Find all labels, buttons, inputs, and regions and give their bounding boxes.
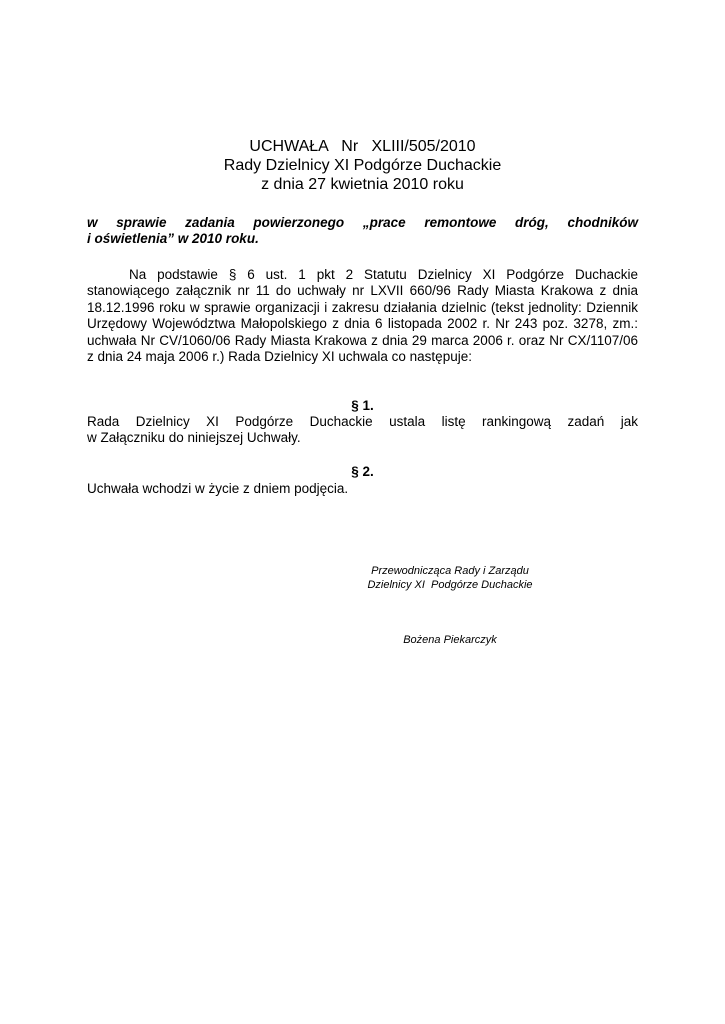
section-1-body bbox=[87, 414, 638, 447]
signature-role-line-2: Dzielnicy XI Podgórze Duchackie bbox=[367, 578, 533, 591]
council-name: Rady Dzielnicy XI Podgórze Duchackie bbox=[223, 157, 502, 174]
signature-role bbox=[330, 565, 570, 592]
subject-line-2: i oświetlenia” w 2010 roku. bbox=[87, 231, 259, 246]
resolution-title bbox=[0, 137, 725, 194]
subject-line-1: w sprawie zadania powierzonego „prace remontowe dróg, chodników bbox=[87, 215, 638, 230]
resolution-subject bbox=[87, 215, 638, 247]
legal-basis-text: Na podstawie § 6 ust. 1 pkt 2 Statutu Dzielnicy XI Podgórze Duchackie stanowiącego załącznik nr 11 do uchwały nr LXVII 660/96 Rady Miasta Krakowa z dnia 18.12.1996 roku w sprawie organizacji i zakresu działania dzielnic (tekst jednolity: Dziennik Urzędowy Województwa Małopolskiego z dnia 6 listopada 2002 r. Nr 243 poz. 3278, zm.: uchwała Nr CV/1060/06 Rady Miasta Krakowa z dnia 29 marca 2006 r. oraz Nr CX/1107/06 z dnia 24 maja 2006 r.) Rada Dzielnicy XI uchwala co następuje: bbox=[87, 267, 638, 365]
section-1-line-2: w Załączniku do niniejszej Uchwały. bbox=[87, 430, 301, 446]
signature-name: Bożena Piekarczyk bbox=[403, 634, 497, 646]
signature-role-line-1: Przewodnicząca Rady i Zarządu bbox=[371, 565, 529, 577]
resolution-date: z dnia 27 kwietnia 2010 roku bbox=[261, 176, 464, 193]
section-2-heading: § 2. bbox=[351, 464, 374, 479]
legal-basis-paragraph bbox=[87, 267, 638, 365]
resolution-number: UCHWAŁA Nr XLIII/505/2010 bbox=[249, 138, 476, 155]
section-1-heading: § 1. bbox=[351, 398, 374, 413]
section-2-body: Uchwała wchodzi w życie z dniem podjęcia. bbox=[87, 481, 349, 496]
section-1-line-1: Rada Dzielnicy XI Podgórze Duchackie ustala listę rankingową zadań jak bbox=[87, 414, 638, 429]
